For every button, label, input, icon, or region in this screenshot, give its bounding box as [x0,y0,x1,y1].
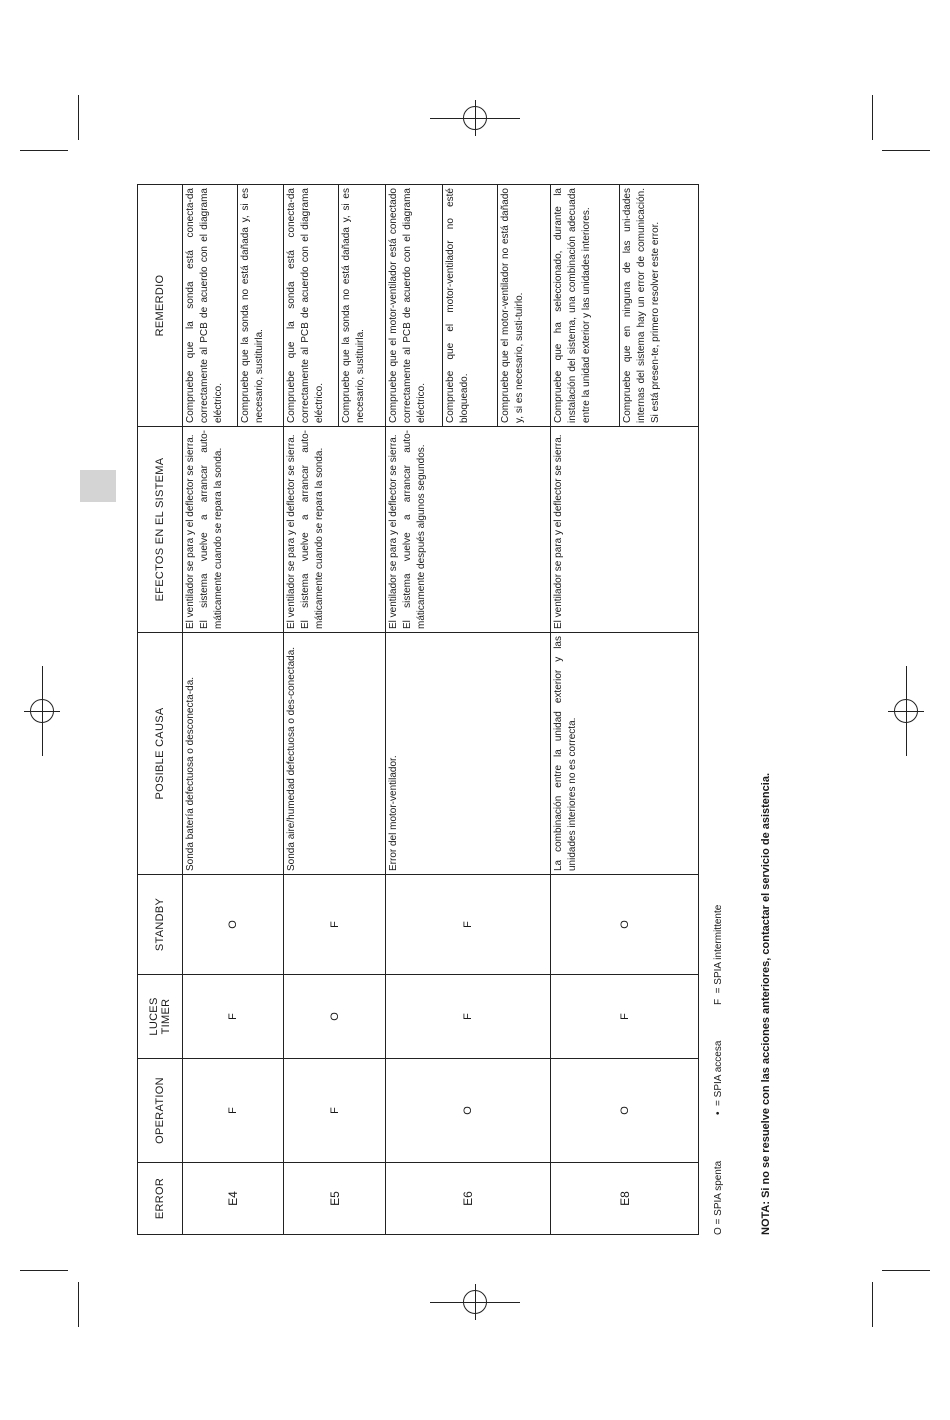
rotated-page-content [120,175,820,1235]
efectos-text: El ventilador se para y el deflector se sierra. El sistema vuelve a arrancar auto-máticamente después algunos segundos. [388,430,427,629]
crop-mark [20,150,68,151]
error-code: E8 [551,1163,699,1235]
causa-cell [183,633,284,875]
timer-light: F [183,975,284,1059]
causa-text: Sonda batería defectuosa o desconecta-da. [185,676,196,871]
legend-off: O = SPIA spenta [713,1160,724,1235]
header-posible-causa: POSIBLE CAUSA [138,633,183,875]
remedio-cell [386,185,551,427]
remedio-text: Compruebe que el motor-ventilador no está dañado y, si es necesario, susti-tuirlo. [497,185,530,426]
efectos-text: El ventilador se para y el deflector se sierra. [553,434,564,629]
remedio-text: Compruebe que el motor-ventilador no esté bloqueado. [442,185,497,426]
table-row [284,185,386,1235]
crop-mark [872,1282,873,1327]
timer-light: O [284,975,386,1059]
registration-circle [894,699,918,723]
crop-mark [20,1270,68,1271]
table-row [183,185,284,1235]
remedio-text: Compruebe que en ninguna de las uni-dades internas del sistema hay un error de comunicación. Si está presen-te, primero resolver este error. [619,185,666,426]
crop-mark [78,1282,79,1327]
standby-light: O [551,875,699,975]
operation-light: O [386,1059,551,1163]
standby-light: F [284,875,386,975]
registration-circle [463,106,487,130]
standby-light: F [386,875,551,975]
remedio-text: Compruebe que la sonda no está dañada y, si es necesario, sustituirla. [338,185,371,426]
causa-cell [284,633,386,875]
error-table [137,184,699,1235]
crop-mark [872,95,873,140]
remedio-cell [284,185,386,427]
registration-circle [463,1290,487,1314]
crop-mark [78,95,79,140]
legend [713,185,724,1235]
error-code: E4 [183,1163,284,1235]
header-efectos: EFECTOS EN EL SISTEMA [138,427,183,633]
error-code: E6 [386,1163,551,1235]
remedio-text: Compruebe que ha seleccionado, durante la instalación del sistema, una combinación adecuada entre la unidad exterior y las unidades interiores. [553,188,592,423]
remedio-text: Compruebe que la sonda no está dañada y, si es necesario, sustituirla. [237,185,270,426]
error-code: E5 [284,1163,386,1235]
timer-light: F [551,975,699,1059]
efectos-cell [386,427,551,633]
efectos-cell [551,427,699,633]
operation-light: O [551,1059,699,1163]
legend-on: • = SPIA accesa [713,1040,724,1115]
table-header-row [138,185,183,1235]
operation-light: F [183,1059,284,1163]
crop-mark [882,1270,930,1271]
remedio-cell [183,185,284,427]
table-row [551,185,699,1235]
header-luces-timer: LUCES TIMER [138,975,183,1059]
causa-text: Error del motor-ventilador. [388,755,399,871]
remedio-text: Compruebe que la sonda está conecta-da correctamente al PCB de acuerdo con el diagrama eléctrico. [286,188,325,423]
standby-light: O [183,875,284,975]
section-tab [80,470,116,502]
registration-circle [30,699,54,723]
header-operation: OPERATION [138,1059,183,1163]
crop-mark [882,150,930,151]
header-remedio: REMERDIO [138,185,183,427]
causa-text: La combinación entre la unidad exterior y las unidades interiores no es correcta. [553,636,578,871]
nota-text: NOTA: Si no se resuelve con las acciones anteriores, contactar el servicio de asistencia. [760,773,772,1235]
header-error: ERROR [138,1163,183,1235]
remedio-cell [551,185,699,427]
causa-cell [386,633,551,875]
legend-blink: F = SPIA intermittente [713,904,724,1005]
efectos-text: El ventilador se para y el deflector se sierra. El sistema vuelve a arrancar auto-máticamente cuando se repara la sonda. [286,430,325,629]
header-standby: STANDBY [138,875,183,975]
timer-light: F [386,975,551,1059]
operation-light: F [284,1059,386,1163]
causa-cell [551,633,699,875]
table-row [386,185,551,1235]
causa-text: Sonda aire/humedad defectuosa o des-conectada. [286,646,297,871]
efectos-cell [183,427,284,633]
efectos-text: El ventilador se para y el deflector se sierra. El sistema vuelve a arrancar auto-máticamente cuando se repara la sonda. [185,430,224,629]
remedio-text: Compruebe que el motor-ventilador está conectado correctamente al PCB de acuerdo con el diagrama eléctrico. [388,188,427,423]
efectos-cell [284,427,386,633]
remedio-text: Compruebe que la sonda está conecta-da correctamente al PCB de acuerdo con el diagrama eléctrico. [185,188,224,423]
